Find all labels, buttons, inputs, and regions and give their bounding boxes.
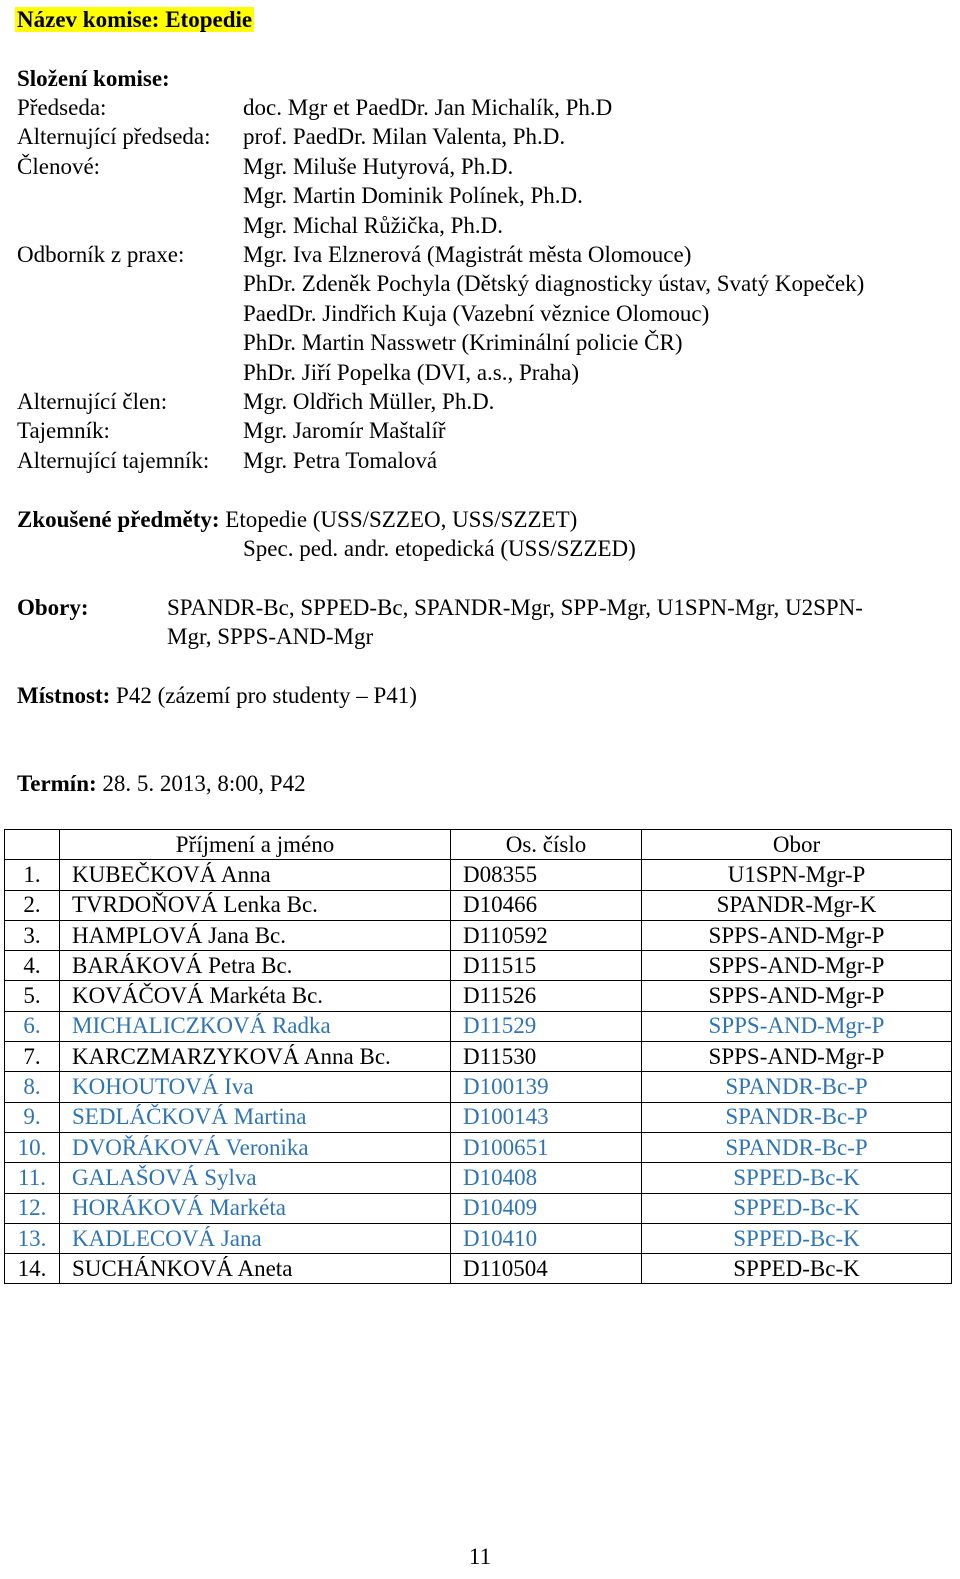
student-field: SPPS-AND-Mgr-P — [642, 1042, 952, 1072]
table-header-row — [5, 830, 952, 860]
student-field: SPPS-AND-Mgr-P — [642, 981, 952, 1011]
composition-member-name: Mgr. Michal Růžička, Ph.D. — [243, 212, 503, 238]
composition-member-name: Mgr. Miluše Hutyrová, Ph.D. — [243, 153, 514, 179]
commission-heading-label: Název komise: — [17, 7, 160, 32]
student-field[interactable]: SPPED-Bc-K — [642, 1193, 952, 1223]
student-name[interactable]: MICHALICZKOVÁ Radka — [60, 1011, 451, 1041]
student-name[interactable]: GALAŠOVÁ Sylva — [60, 1163, 451, 1193]
subjects-line-1 — [17, 505, 577, 534]
composition-member-name: Mgr. Oldřich Müller, Ph.D. — [243, 389, 495, 414]
student-name[interactable]: SEDLÁČKOVÁ Martina — [60, 1102, 451, 1132]
row-number: 14. — [5, 1254, 60, 1284]
student-field[interactable]: SPPED-Bc-K — [642, 1163, 952, 1193]
header-name: Příjmení a jméno — [60, 830, 451, 860]
composition-member-name: Mgr. Martin Dominik Polínek, Ph.D. — [243, 183, 583, 209]
table-row — [5, 1193, 952, 1223]
row-number: 5. — [5, 981, 60, 1011]
table-row — [5, 981, 952, 1011]
table-row — [5, 1132, 952, 1162]
composition-role-label: Členové: — [17, 153, 101, 179]
fields-value-1: SPANDR-Bc, SPPED-Bc, SPANDR-Mgr, SPP-Mgr, U1SPN-Mgr, U2SPN- — [167, 595, 863, 620]
student-id: D08355 — [451, 860, 642, 890]
composition-role-label: Tajemník: — [17, 418, 110, 444]
student-id[interactable]: D100651 — [451, 1132, 642, 1162]
row-number[interactable]: 10. — [5, 1132, 60, 1162]
composition-member-name: PhDr. Jiří Popelka (DVI, a.s., Praha) — [243, 359, 580, 385]
composition-title: Složení komise: — [17, 66, 170, 91]
room-label: Místnost: — [17, 683, 111, 708]
table-row — [5, 1163, 952, 1193]
table-row — [5, 1011, 952, 1041]
student-id[interactable]: D10409 — [451, 1193, 642, 1223]
composition-member-name: Mgr. Iva Elznerová (Magistrát města Olomouce) — [243, 242, 692, 267]
subjects-value-2: Spec. ped. andr. etopedická (USS/SZZED) — [243, 536, 636, 561]
composition-role-label: Alternující předseda: — [17, 124, 211, 150]
student-id[interactable]: D11529 — [451, 1011, 642, 1041]
header-field: Obor — [642, 830, 952, 860]
row-number: 7. — [5, 1042, 60, 1072]
student-name: HAMPLOVÁ Jana Bc. — [60, 920, 451, 950]
term-value: 28. 5. 2013, 8:00, P42 — [102, 771, 306, 796]
row-number[interactable]: 11. — [5, 1163, 60, 1193]
composition-member-name: PhDr. Martin Nasswetr (Kriminální policie ČR) — [243, 330, 683, 356]
table-row — [5, 860, 952, 890]
student-id[interactable]: D10410 — [451, 1223, 642, 1253]
subjects-label: Zkoušené předměty: — [17, 507, 220, 532]
composition-member-name: prof. PaedDr. Milan Valenta, Ph.D. — [243, 124, 566, 150]
student-field[interactable]: SPPED-Bc-K — [642, 1223, 952, 1253]
row-number: 1. — [5, 860, 60, 890]
page-number: 11 — [468, 1544, 492, 1569]
composition-member-name: doc. Mgr et PaedDr. Jan Michalík, Ph.D — [243, 95, 613, 120]
row-number[interactable]: 6. — [5, 1011, 60, 1041]
student-id: D110592 — [451, 920, 642, 950]
commission-heading-value: Etopedie — [165, 7, 253, 32]
row-number: 2. — [5, 890, 60, 920]
student-name: SUCHÁNKOVÁ Aneta — [60, 1254, 451, 1284]
fields-value-2: Mgr, SPPS-AND-Mgr — [167, 624, 374, 649]
header-num — [5, 830, 60, 860]
composition-member-name: PaedDr. Jindřich Kuja (Vazební věznice Olomouc) — [243, 300, 710, 326]
student-name[interactable]: HORÁKOVÁ Markéta — [60, 1193, 451, 1223]
subjects-value-1: Etopedie (USS/SZZEO, USS/SZZET) — [225, 507, 578, 532]
student-id: D11530 — [451, 1042, 642, 1072]
table-row — [5, 1042, 952, 1072]
student-id[interactable]: D100139 — [451, 1072, 642, 1102]
student-field[interactable]: SPPS-AND-Mgr-P — [642, 1011, 952, 1041]
table-row — [5, 1072, 952, 1102]
commission-heading — [15, 5, 254, 34]
student-id: D10466 — [451, 890, 642, 920]
student-field[interactable]: SPANDR-Bc-P — [642, 1132, 952, 1162]
student-name[interactable]: DVOŘÁKOVÁ Veronika — [60, 1132, 451, 1162]
student-id[interactable]: D10408 — [451, 1163, 642, 1193]
students-table — [4, 829, 952, 1284]
composition-member-name: Mgr. Petra Tomalová — [243, 447, 438, 473]
student-name: TVRDOŇOVÁ Lenka Bc. — [60, 890, 451, 920]
student-id: D11515 — [451, 951, 642, 981]
table-row — [5, 1254, 952, 1284]
table-row — [5, 1223, 952, 1253]
row-number: 3. — [5, 920, 60, 950]
row-number[interactable]: 12. — [5, 1193, 60, 1223]
table-body — [5, 860, 952, 1284]
student-name: KARCZMARZYKOVÁ Anna Bc. — [60, 1042, 451, 1072]
row-number[interactable]: 8. — [5, 1072, 60, 1102]
student-field[interactable]: SPANDR-Bc-P — [642, 1102, 952, 1132]
student-field: SPPS-AND-Mgr-P — [642, 951, 952, 981]
table-row — [5, 1102, 952, 1132]
term-line — [17, 769, 306, 798]
student-name: BARÁKOVÁ Petra Bc. — [60, 951, 451, 981]
composition-role-label: Předseda: — [17, 95, 107, 120]
student-id: D11526 — [451, 981, 642, 1011]
room-value: P42 (zázemí pro studenty – P41) — [116, 683, 417, 708]
table-row — [5, 920, 952, 950]
student-field[interactable]: SPANDR-Bc-P — [642, 1072, 952, 1102]
row-number[interactable]: 9. — [5, 1102, 60, 1132]
student-name: KOVÁČOVÁ Markéta Bc. — [60, 981, 451, 1011]
student-name[interactable]: KADLECOVÁ Jana — [60, 1223, 451, 1253]
composition-role-label: Odborník z praxe: — [17, 242, 185, 267]
student-field: SPPED-Bc-K — [642, 1254, 952, 1284]
room-line — [17, 681, 417, 710]
student-field: U1SPN-Mgr-P — [642, 860, 952, 890]
composition-member-name: Mgr. Jaromír Maštalíř — [243, 418, 446, 444]
student-id[interactable]: D100143 — [451, 1102, 642, 1132]
term-label: Termín: — [17, 771, 97, 796]
composition-role-label: Alternující tajemník: — [17, 447, 210, 473]
student-name[interactable]: KOHOUTOVÁ Iva — [60, 1072, 451, 1102]
composition-role-label: Alternující člen: — [17, 389, 168, 414]
student-field: SPANDR-Mgr-K — [642, 890, 952, 920]
student-name: KUBEČKOVÁ Anna — [60, 860, 451, 890]
row-number: 4. — [5, 951, 60, 981]
student-field: SPPS-AND-Mgr-P — [642, 920, 952, 950]
fields-label: Obory: — [17, 595, 89, 620]
student-id: D110504 — [451, 1254, 642, 1284]
table-row — [5, 890, 952, 920]
header-os-number: Os. číslo — [451, 830, 642, 860]
composition-member-name: PhDr. Zdeněk Pochyla (Dětský diagnosticky ústav, Svatý Kopeček) — [243, 271, 865, 297]
table-row — [5, 951, 952, 981]
commission-heading-highlight — [15, 7, 254, 32]
row-number[interactable]: 13. — [5, 1223, 60, 1253]
